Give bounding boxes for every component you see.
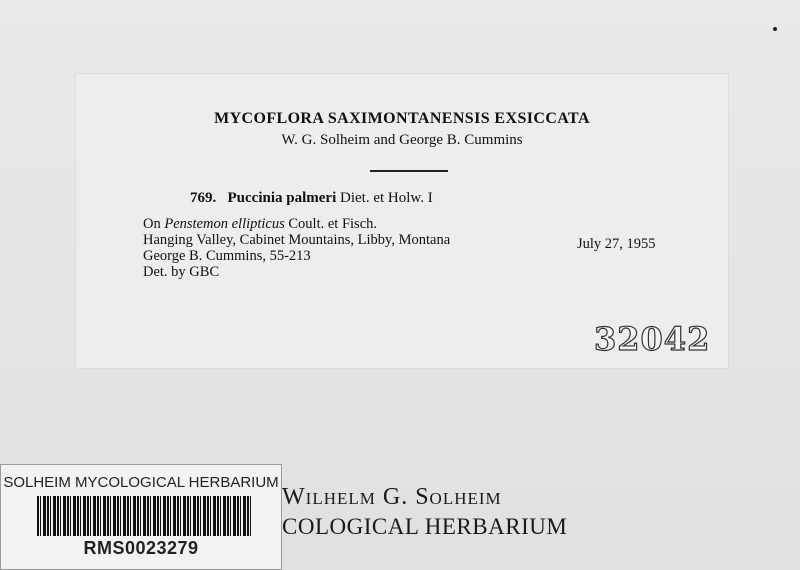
host-authority: Coult. et Fisch. [288,216,378,232]
species-authority: Diet. et Holw. I [340,190,433,206]
species-epithet: palmeri [286,190,337,206]
barcode-label [0,464,282,570]
exsiccata-number: 769. [190,190,217,206]
host-line [143,216,450,232]
genus: Puccinia [227,190,283,206]
herbarium-stamp-line1: Wilhelm G. Solheim [282,484,502,510]
label-title: MYCOFLORA SAXIMONTANENSIS EXSICCATA [214,110,590,127]
locality: Hanging Valley, Cabinet Mountains, Libby, Montana [143,232,451,248]
collector: George B. Cummins, 55-213 [143,248,311,264]
host-prefix: On [143,216,161,232]
determiner: Det. by GBC [143,264,220,280]
specimen-label [76,74,728,368]
title-divider [370,170,448,172]
label-authors: W. G. Solheim and George B. Cummins [281,132,523,148]
collection-details [143,216,450,280]
accession-number: 32042 [594,320,711,358]
species-line [190,190,433,207]
catalog-number: RMS0023279 [83,538,199,558]
sheet-mark [773,27,777,31]
barcode [37,496,251,536]
herbarium-stamp-line2: COLOGICAL HERBARIUM [282,514,568,539]
collection-date: July 27, 1955 [577,236,656,252]
host-name: Penstemon ellipticus [164,216,285,232]
barcode-title: SOLHEIM MYCOLOGICAL HERBARIUM [3,474,279,491]
